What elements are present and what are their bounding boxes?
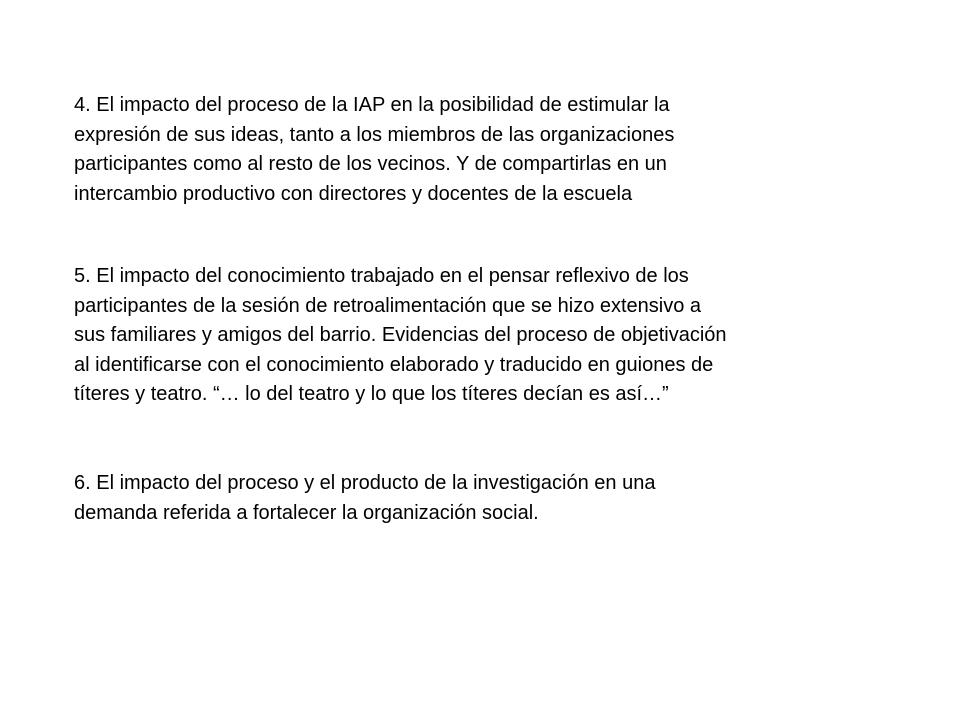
paragraph-line: al identificarse con el conocimiento elaborado y traducido en guiones de <box>74 353 714 376</box>
paragraph-line: demanda referida a fortalecer la organización social. <box>74 501 539 524</box>
paragraph-line: 5. El impacto del conocimiento trabajado en el pensar reflexivo de los <box>74 265 689 287</box>
paragraph-line: intercambio productivo con directores y docentes de la escuela <box>74 182 633 205</box>
paragraph-line: sus familiares y amigos del barrio. Evidencias del proceso de objetivación <box>74 324 727 346</box>
paragraph-6 <box>74 469 874 528</box>
paragraph-line: participantes de la sesión de retroalimentación que se hizo extensivo a <box>74 294 702 317</box>
paragraph-line: 6. El impacto del proceso y el producto de la investigación en una <box>74 472 656 494</box>
paragraph-line: títeres y teatro. “… lo del teatro y lo que los títeres decían es así…” <box>74 383 669 405</box>
paragraph-line: 4. El impacto del proceso de la IAP en la posibilidad de estimular la <box>74 94 670 116</box>
paragraph-5 <box>74 262 874 410</box>
paragraph-4 <box>74 91 874 209</box>
paragraph-line: expresión de sus ideas, tanto a los miembros de las organizaciones <box>74 123 675 146</box>
paragraph-line: participantes como al resto de los vecinos. Y de compartirlas en un <box>74 153 667 175</box>
